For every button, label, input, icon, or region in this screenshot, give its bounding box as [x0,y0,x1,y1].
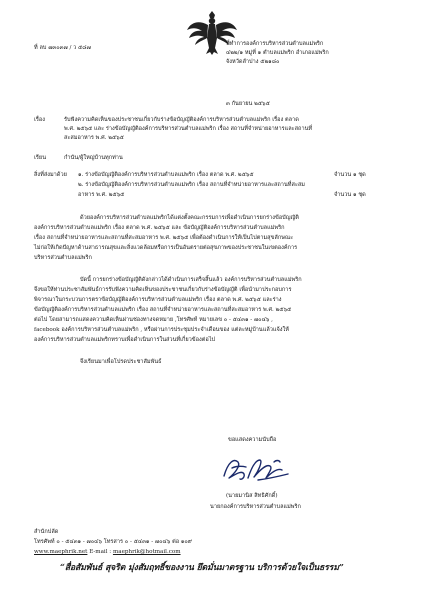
enclosure-label: สิ่งที่ส่งมาด้วย [34,172,67,178]
enclosure-item-2-cont: อาหาร พ.ศ. ๒๕๖๕ [78,192,125,198]
enclosure-item-1: ๑. ร่างข้อบัญญัติองค์การบริหารส่วนตำบลแม่พริก เรื่อง ตลาด พ.ศ. ๒๕๖๕ [78,172,254,178]
signatory-title: นายกองค์การบริหารส่วนตำบลแม่พริก [210,504,301,510]
body-paragraph-2-line-7: องค์การบริหารส่วนตำบลแม่พริกทราบเพื่อดำเนินการในส่วนที่เกี่ยวข้องต่อไป [34,337,216,343]
signatory-name: (นายมานิส สิทธิศักดิ์) [226,493,278,499]
letter-date: ๓ กันยายน ๒๕๖๕ [226,101,270,107]
subject-line-2: พ.ศ. ๒๕๖๕ และ ร่างข้อบัญญัติองค์การบริหารส่วนตำบลแม่พริก เรื่อง สถานที่จำหน่ายอาหารและสถานที่ [64,126,313,132]
enclosure-item-1-qty: จำนวน ๑ ชุด [334,172,366,178]
office-address-line-3: จังหวัดลำปาง ๕๒๑๘๐ [226,59,280,65]
body-paragraph-1-line-4: ไม่ก่อให้เกิดปัญหาด้านสาธารณสุขและสิ่งแวดล้อมหรือการเป็นอันตรายต่อสุขภาพของประชาชนในเขตองค์การ [34,245,298,251]
organization-motto: “สื่อสัมพันธ์ สุจริต มุ่งสัมฤทธิ์ของงาน ยึดมั่นมาตรฐาน บริการด้วยใจเป็นธรรม” [60,563,344,573]
website-link[interactable]: www.maephrik.net [34,549,88,555]
salutation-recipient: กำนัน/ผู้ใหญ่บ้านทุกท่าน [64,155,123,161]
body-paragraph-1-line-3: เรื่อง สถานที่จำหน่ายอาหารและสถานที่สะสมอาหาร พ.ศ. ๒๕๖๕ เพื่อต้องดำเนินการให้เป็นไปตามสุขลักษณะ [34,235,294,241]
body-paragraph-1-line-2: องค์การบริหารส่วนตำบลแม่พริก เรื่อง ตลาด พ.ศ. ๒๕๖๕ และ ข้อบัญญัติองค์การบริหารส่วนตำบลแม่พริก [34,225,285,231]
enclosure-item-2-qty: จำนวน ๑ ชุด [334,192,366,198]
contact-phone-fax: โทรศัพท์ ๐ - ๕๔๓๑ - ๗๐๔๖ โทรสาร ๐ - ๕๔๓๑ - ๗๐๔๖ ต่อ ๑๐๙ [34,539,192,545]
body-paragraph-2-line-5: ต่อไป โดยสามารถแสดงความคิดเห็นผ่านช่องทางจดหมาย ,โทรศัพท์ หมายเลข ๐ - ๕๔๓๑ - ๗๐๔๖ , [34,317,273,323]
subject-line-3: สะสมอาหาร พ.ศ. ๒๕๖๕ [64,135,124,141]
closing-request: จึงเรียนมาเพื่อโปรดประชาสัมพันธ์ [80,359,162,365]
body-paragraph-2-line-3: พิจารณาในกระบวนการตราข้อบัญญัติองค์การบริหารส่วนตำบลแม่พริก เรื่อง ตลาด พ.ศ. ๒๕๖๕ และร่าง [34,297,282,303]
body-paragraph-2-line-4: ข้อบัญญัติองค์การบริหารส่วนตำบลแม่พริก เรื่อง สถานที่จำหน่ายอาหารและสถานที่สะสมอาหาร พ.ศ. ๒๕๖๕ [34,307,292,313]
body-paragraph-1-line-5: บริหารส่วนตำบลแม่พริก [34,255,92,261]
enclosure-item-2: ๒. ร่างข้อบัญญัติองค์การบริหารส่วนตำบลแม่พริก เรื่อง สถานที่จำหน่ายอาหารและสถานที่สะสม [78,182,305,188]
complimentary-closing: ขอแสดงความนับถือ [228,437,277,443]
body-paragraph-2-line-1: บัดนี้ การยกร่างข้อบัญญัติดังกล่าวได้ดำเนินการเสร็จสิ้นแล้ว องค์การบริหารส่วนตำบลแม่พริก [80,277,302,283]
body-paragraph-2-line-2: จึงขอให้ท่านประชาสัมพันธ์การรับฟังความคิดเห็นของประชาชนเกี่ยวกับร่างข้อบัญญัติ เพื่อนำมาประกอบการ [34,287,292,293]
subject-line-1: รับฟังความคิดเห็นของประชาชนเกี่ยวกับร่างข้อบัญญัติองค์การบริหารส่วนตำบลแม่พริก เรื่อง ตลาด [64,117,299,123]
email-link[interactable]: maephrik@hotmail.com [112,549,181,555]
body-paragraph-2-line-6: facebook องค์การบริหารส่วนตำบลแม่พริก , หรือผ่านการประชุมประจำเดือนของ แต่ละหมู่บ้านแล้วแจ้งให้ [34,327,289,333]
email-label: E-mail : [89,549,113,555]
reference-number: ที่ ลบ ๗๓๐๓๗ / ว ๕๘๗ [34,45,91,51]
office-department: สำนักปลัด [34,529,59,535]
contact-web-email [34,548,181,557]
subject-label: เรื่อง [34,117,46,123]
office-address-line-2: ๔๒๒/๑ หมู่ที่ ๑ ตำบลแม่พริก อำเภอแม่พริก [226,50,329,56]
salutation-label: เรียน [34,155,47,161]
office-address-line-1: ที่ทำการองค์การบริหารส่วนตำบลแม่พริก [226,41,324,47]
body-paragraph-1-line-1: ด้วยองค์การบริหารส่วนตำบลแม่พริกได้แต่งตั้งคณะกรรมการเพื่อดำเนินการยกร่างข้อบัญญัติ [80,215,299,221]
handwritten-signature [218,452,294,486]
